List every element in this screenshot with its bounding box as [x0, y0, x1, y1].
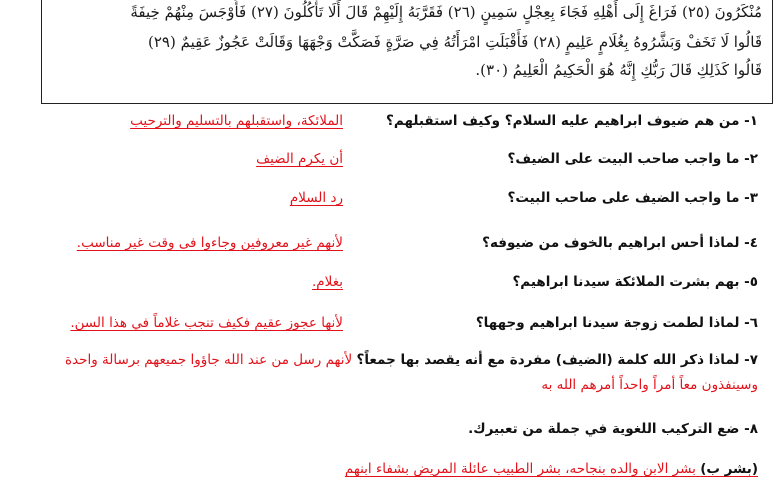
question-row-2 [0, 148, 780, 172]
quran-verse-line: قَالُوا كَذَلِكِ قَالَ رَبُّكِ إِنَّهُ هُوَ الْحَكِيمُ الْعَلِيمُ (٣٠). [475, 61, 762, 79]
question-text: ٣- ما واجب الضيف على صاحب البيت؟ [507, 190, 758, 206]
question-text: ١- من هم ضيوف ابراهيم عليه السلام؟ وكيف استقبلهم؟ [386, 113, 758, 129]
answer-text: الملائكة، واستقبلهم بالتسليم والترحيب [130, 113, 343, 129]
question-row-1 [0, 110, 780, 134]
answer-text: أن يكرم الضيف [256, 151, 343, 167]
answer-text: رد السلام [289, 190, 343, 206]
answer-text: بغلام. [312, 274, 343, 290]
quran-verse-line: مُنْكَرُونَ (٢٥) فَرَاغَ إِلَى أَهْلِهِ فَجَاءَ بِعِجْلٍ سَمِينٍ (٢٦) فَقَرَّبَهُ إِلَيْهِمْ قَالَ أَلَا تَأْكُلُونَ (٢٧) فَأَوْجَسَ مِنْهُمْ خِيفَةً [130, 3, 762, 21]
example-text: بشر الابن والده بنجاحه، بشر الطبيب عائلة المريض بشفاء ابنهم [344, 461, 696, 477]
answer-text: لأنها عجوز عقيم فكيف تنجب غلاماً في هذا السن. [70, 315, 343, 331]
quran-verse-line: قَالُوا لَا تَخَفْ وَبَشَّرُوهُ بِغُلَامٍ عَلِيمٍ (٢٨) فَأَقْبَلَتِ امْرَأَتُهُ فِي صَرَّةٍ فَصَكَّتْ وَجْهَهَا وَقَالَتْ عَجُوزٌ عَقِيمٌ (٢٩) [148, 33, 762, 51]
quran-passage-box [41, 0, 773, 104]
question-row-6 [0, 312, 780, 336]
question-row-8 [0, 418, 780, 442]
example-label: (بشر ب) [700, 461, 758, 477]
question-text: ٥- بهم بشرت الملائكة سيدنا ابراهيم؟ [512, 274, 758, 290]
question-text: ٤- لماذا أحس ابراهيم بالخوف من ضيوفه؟ [482, 235, 758, 251]
question-row-4 [0, 232, 780, 256]
example-sentence [345, 458, 758, 480]
question-text: ٧- لماذا ذكر الله كلمة (الضيف) مفردة مع أنه يقصد بها جمعاً؟ [356, 352, 758, 368]
answer-text: لأنهم غير معروفين وجاءوا فى وقت غير مناسب. [76, 235, 343, 251]
question-text: ٢- ما واجب صاحب البيت على الضيف؟ [507, 151, 758, 167]
question-row-7 [14, 348, 758, 398]
question-text: ٨- ضع التركيب اللغوية في جملة من تعبيرك. [468, 421, 758, 437]
answer-text: لأنهم رسل من عند الله جاؤوا جميعهم برسالة واحدة وسينفذون معاً أمراً واحداً أمرهم الله به [64, 352, 758, 393]
question-text: ٦- لماذا لطمت زوجة سيدنا ابراهيم وجهها؟ [475, 315, 758, 331]
question-row-3 [0, 187, 780, 211]
question-row-5 [0, 271, 780, 295]
